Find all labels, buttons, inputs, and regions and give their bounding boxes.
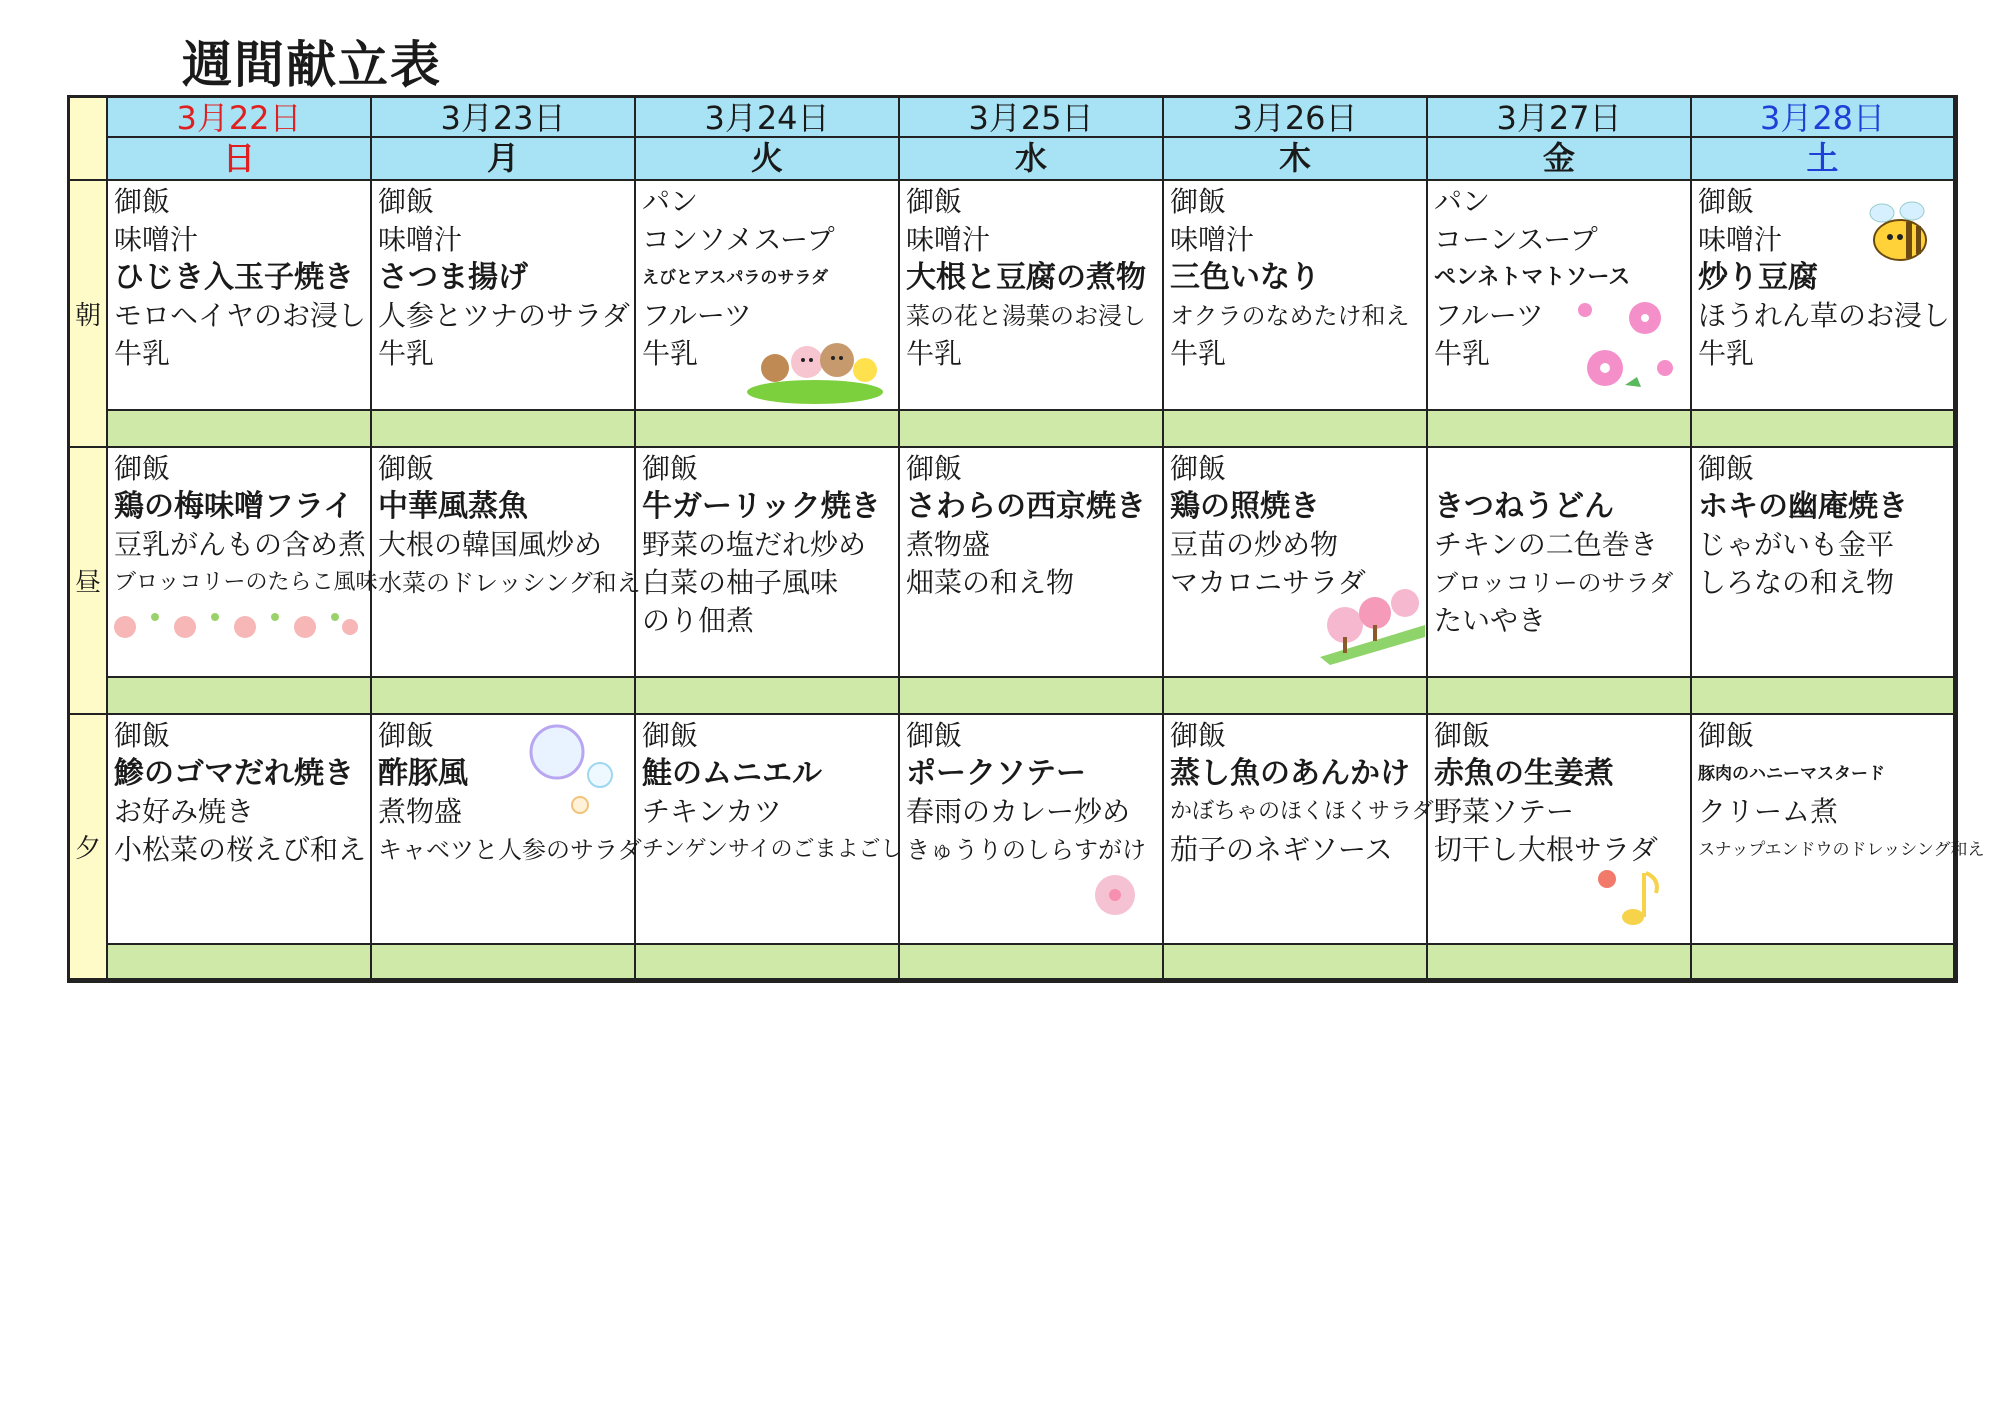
menu-item: 豆乳がんもの含め煮 [114,528,367,561]
flower-icon [110,605,360,650]
dinner-cell [1692,715,1985,945]
meal-label-text: 夕 [74,834,101,864]
lunch-cell [1692,448,1955,678]
menu-item: オクラのなめたけ和え [1170,302,1410,330]
menu-item: きゅうりのしらすがけ [906,836,1146,864]
lunch-spacer-cell [372,678,636,715]
menu-item: 人参とツナのサラダ [378,299,630,332]
menu-item: お好み焼き [114,795,255,828]
menu-item: 鮭のムニエル [642,756,822,791]
menu-item: 牛乳 [1698,337,1755,370]
breakfast-spacer-cell [636,411,900,448]
menu-item: 御飯 [378,452,435,485]
menu-item: フルーツ [642,299,752,332]
dinner-spacer-cell [1164,945,1428,980]
menu-item: マカロニサラダ [1170,566,1366,599]
menu-item: 菜の花と湯葉のお浸し [906,302,1146,330]
meal-label-breakfast [70,181,108,448]
animals-icon [745,320,885,405]
menu-item: さわらの西京焼き [906,489,1146,524]
menu-item: 赤魚の生姜煮 [1434,756,1614,791]
meal-label-text: 昼 [74,568,101,598]
menu-item: 御飯 [642,719,699,752]
corner-cell [70,98,108,181]
menu-item: 三色いなり [1170,260,1320,295]
breakfast-spacer-cell [1428,411,1692,448]
dinner-spacer-cell [900,945,1164,980]
breakfast-cell [108,181,372,411]
menu-item: パン [1434,185,1491,218]
menu-item: 御飯 [378,719,435,752]
menu-item: 味噌汁 [378,223,463,256]
menu-item: ほうれん草のお浸し [1698,299,1951,332]
date-header-cell: 3月27日 [1428,98,1692,138]
dinner-cell [1164,715,1434,945]
menu-item: ホキの幽庵焼き [1698,489,1908,524]
dinner-spacer-cell [636,945,900,980]
menu-item: 水菜のドレッシング和え [378,569,641,597]
breakfast-cell [372,181,636,411]
menu-item: 味噌汁 [906,223,991,256]
menu-item: ペンネトマトソース [1434,265,1631,290]
menu-item: じゃがいも金平 [1698,528,1895,561]
menu-item: 畑菜の和え物 [906,566,1075,599]
menu-item: 御飯 [1170,719,1227,752]
menu-item: 蒸し魚のあんかけ [1170,756,1410,791]
date-header-cell: 3月26日 [1164,98,1428,138]
menu-item: たいやき [1434,604,1547,637]
menu-item: 鶏の照焼き [1170,489,1320,524]
cherry-tree-icon [1320,585,1425,665]
menu-item: 牛乳 [1434,337,1491,370]
breakfast-cell [1164,181,1428,411]
bee-icon [1860,195,1940,270]
dinner-cell [108,715,372,945]
menu-item: 豆苗の炒め物 [1170,528,1339,561]
bubble-icon [525,720,625,820]
menu-item: 牛乳 [378,337,435,370]
breakfast-spacer-cell [108,411,372,448]
lunch-spacer-cell [1164,678,1428,715]
dinner-spacer-cell [1692,945,1955,980]
menu-item: 御飯 [906,719,963,752]
cherry-blossom-icon [1565,290,1680,400]
menu-item: キャベツと人参のサラダ [378,836,642,864]
weekday-header-cell: 日 [108,138,372,181]
menu-item: スナップエンドウのドレッシング和え [1698,840,1985,860]
menu-item: ポークソテー [906,756,1086,791]
weekday-header-cell: 金 [1428,138,1692,181]
menu-item: えびとアスパラのサラダ [642,268,829,288]
menu-item: 味噌汁 [1698,223,1783,256]
menu-item: 御飯 [1434,719,1491,752]
weekday-header-cell: 月 [372,138,636,181]
menu-item: 炒り豆腐 [1698,260,1818,295]
menu-item: 御飯 [1698,452,1755,485]
dinner-spacer-cell [372,945,636,980]
menu-item: コーンスープ [1434,223,1598,256]
menu-item: 御飯 [642,452,699,485]
menu-item: 牛乳 [1170,337,1227,370]
weekday-header-cell: 木 [1164,138,1428,181]
menu-item: チンゲンサイのごまよごし [642,837,903,862]
lunch-spacer-cell [1428,678,1692,715]
lunch-cell [636,448,900,678]
breakfast-spacer-cell [1164,411,1428,448]
date-header-cell: 3月22日 [108,98,372,138]
breakfast-spacer-cell [900,411,1164,448]
menu-item: 牛乳 [642,337,699,370]
menu-item: 御飯 [114,452,171,485]
menu-item: さつま揚げ [378,260,528,295]
menu-item: フルーツ [1434,299,1544,332]
menu-item: 野菜の塩だれ炒め [642,528,867,561]
menu-item: 小松菜の桜えび和え [114,833,367,866]
menu-item: コンソメスープ [642,223,835,256]
menu-item: 豚肉のハニーマスタード [1698,764,1885,784]
menu-item: チキンカツ [642,795,782,828]
menu-table [67,95,1985,983]
lunch-cell [900,448,1164,678]
menu-item: きつねうどん [1434,489,1614,524]
menu-item: 大根の韓国風炒め [378,528,603,561]
menu-item: ブロッコリーのたらこ風味 [114,570,378,595]
menu-item: のり佃煮 [642,604,755,637]
menu-item: 鯵のゴマだれ焼き [114,756,354,791]
menu-item: ブロッコリーのサラダ [1434,569,1674,597]
menu-item: 御飯 [114,719,171,752]
dinner-cell [636,715,903,945]
menu-item: 白菜の柚子風味 [642,566,839,599]
meal-label-lunch [70,448,108,715]
menu-item: 味噌汁 [1170,223,1255,256]
breakfast-spacer-cell [372,411,636,448]
date-header-cell: 3月23日 [372,98,636,138]
weekday-header-cell: 土 [1692,138,1955,181]
weekday-header-cell: 火 [636,138,900,181]
date-header-cell: 3月28日 [1692,98,1955,138]
menu-item: 春雨のカレー炒め [906,795,1131,828]
menu-item: モロヘイヤのお浸し [114,299,367,332]
menu-item [1434,450,1690,488]
menu-item: パン [642,185,699,218]
breakfast-cell [900,181,1164,411]
page-title: 週間献立表 [182,36,442,94]
music-note-icon [1595,865,1670,935]
sakura-icon [1085,865,1145,925]
dinner-spacer-cell [1428,945,1692,980]
breakfast-spacer-cell [1692,411,1955,448]
lunch-spacer-cell [1692,678,1955,715]
menu-item: 牛乳 [114,337,171,370]
menu-item: クリーム煮 [1698,795,1839,828]
meal-label-dinner [70,715,108,980]
menu-item: かぼちゃのほくほくサラダ [1170,799,1434,824]
weekday-header-cell: 水 [900,138,1164,181]
lunch-cell [372,448,641,678]
menu-item: しろなの和え物 [1698,566,1895,599]
date-header-cell: 3月24日 [636,98,900,138]
menu-item: 鶏の梅味噌フライ [114,489,354,524]
menu-item: 中華風蒸魚 [378,489,528,524]
menu-item: 御飯 [1698,719,1755,752]
date-header-cell: 3月25日 [900,98,1164,138]
menu-item: 野菜ソテー [1434,795,1575,828]
menu-item: 御飯 [1170,452,1227,485]
menu-item: 煮物盛 [906,528,991,561]
lunch-spacer-cell [108,678,372,715]
menu-item: 牛ガーリック焼き [642,489,881,524]
menu-item: 御飯 [114,185,171,218]
menu-item: ひじき入玉子焼き [114,260,354,295]
menu-item: 茄子のネギソース [1170,833,1393,866]
menu-item: 御飯 [906,452,963,485]
menu-item: 大根と豆腐の煮物 [906,260,1146,295]
menu-item: 切干し大根サラダ [1434,833,1658,866]
menu-item: 御飯 [378,185,435,218]
menu-item: 御飯 [1170,185,1227,218]
lunch-spacer-cell [900,678,1164,715]
menu-item: 煮物盛 [378,795,463,828]
menu-item: 牛乳 [906,337,963,370]
menu-item: チキンの二色巻き [1434,528,1658,561]
menu-item: 酢豚風 [378,756,468,791]
menu-item: 御飯 [1698,185,1755,218]
menu-item: 御飯 [906,185,963,218]
menu-item: 味噌汁 [114,223,199,256]
meal-label-text: 朝 [74,301,101,331]
dinner-spacer-cell [108,945,372,980]
lunch-spacer-cell [636,678,900,715]
lunch-cell [1428,448,1692,678]
